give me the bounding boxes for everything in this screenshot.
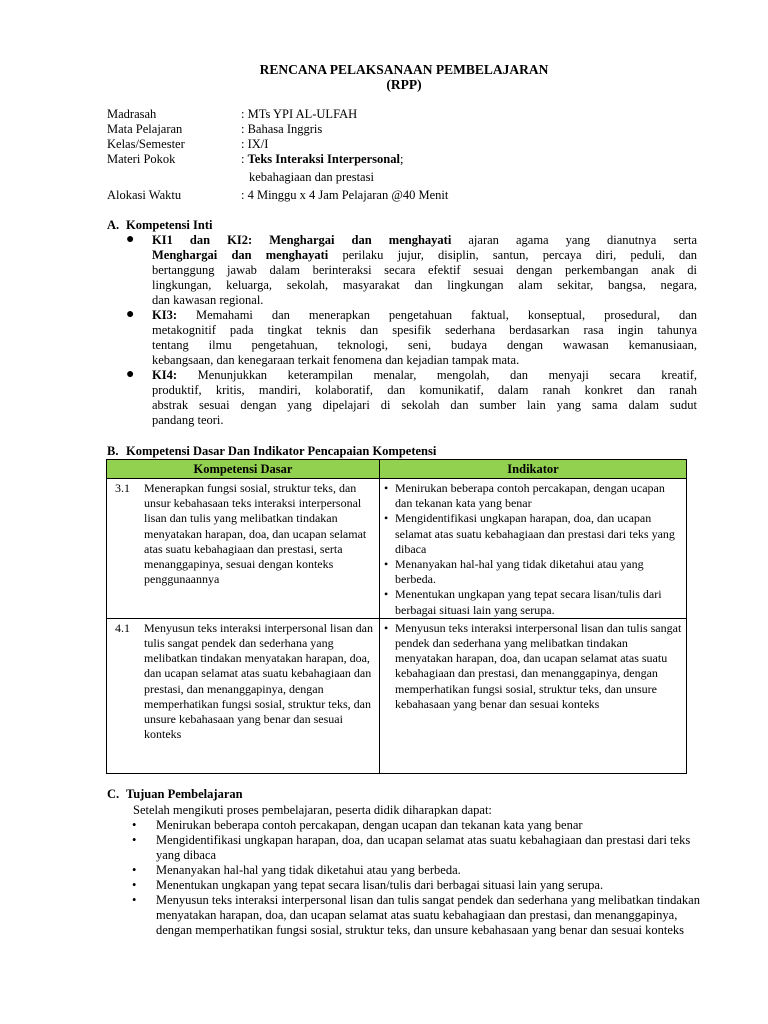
- bullet-icon: •: [132, 818, 137, 832]
- table-row: [107, 618, 687, 773]
- section-letter: B.: [107, 444, 119, 458]
- kd-indicator-table: [106, 459, 687, 774]
- section-c-heading: [107, 787, 243, 802]
- tujuan-text: Menyusun teks interaksi interpersonal lisan dan tulis sangat pendek dan sederhana yang melibatkan tindakan menyatakan harapan, doa, dan ucapan selamat atas suatu kebahagiaan dan prestasi, dan menanggapinya, dengan memperhatikan fungsi sosial, struktur teks, dan unsure kebahasaan yang benar dan sesuai konteks: [156, 893, 700, 937]
- ki-text: Menunjukkan keterampilan menalar, mengolah, dan menyaji secara kreatif,: [197, 368, 697, 382]
- ki-line: lingkungan, keluarga, sekolah, masyarakat dan lingkungan alam sekitar, bangsa, negara,: [152, 278, 697, 292]
- ki-text: Memahami dan menerapkan pengetahuan faktual, konseptual, prosedural, dan: [195, 308, 697, 322]
- identity-value: : IX/I: [241, 137, 269, 151]
- kd-text: Menerapkan fungsi sosial, struktur teks, dan unsur kebahasaan teks interaksi interpersonal lisan dan tulis yang melibatkan tindakan menyatakan harapan, doa, dan ucapan selamat atas suatu kebahagiaan dan prestasi, serta menanggapinya, sesuai dengan konteks penggunaannya: [144, 481, 367, 587]
- kd-cell: [107, 618, 380, 773]
- ki-label: KI3:: [152, 308, 177, 322]
- identity-label: Kelas/Semester: [107, 137, 185, 151]
- section-letter: C.: [107, 787, 120, 801]
- title-line-2: (RPP): [386, 77, 422, 92]
- ki-line: bertanggung jawab dalam berinteraksi secara efektif sesuai dengan perkembangan anak di: [152, 263, 697, 277]
- header-kompetensi-dasar: Kompetensi Dasar: [107, 460, 380, 479]
- ki-bold: Menghargai dan menghayati: [269, 233, 452, 247]
- ki-line: [152, 368, 697, 383]
- section-title: Kompetensi Dasar Dan Indikator Pencapaian Kompetensi: [126, 444, 437, 458]
- tujuan-text: Menentukan ungkapan yang tepat secara lisan/tulis dari berbagai situasi lain yang serupa.: [156, 878, 604, 892]
- tujuan-text: Menanyakan hal-hal yang tidak diketahui atau yang berbeda.: [156, 863, 461, 877]
- ki-line: kebangsaan, dan kenegaraan terkait fenomena dan kejadian tampak mata.: [152, 353, 520, 367]
- bullet-icon: ●: [126, 307, 135, 322]
- identity-label: Madrasah: [107, 107, 157, 121]
- title-line-1: RENCANA PELAKSANAAN PEMBELAJARAN: [259, 62, 549, 77]
- list-item: • Menyusun teks interaksi interpersonal lisan dan tulis sangat pendek dan sederhana yang melibatkan tindakan menyatakan harapan, doa, dan ucapan selamat atas suatu kebahagiaan dan prestasi, dan menanggapinya, dengan memperhatikan fungsi sosial, struktur teks, dan unsure kebahasaan yang benar dan sesuai konteks: [382, 621, 684, 712]
- indicator-list: [382, 621, 684, 712]
- ki-line: tentang ilmu pengetahuan, teknologi, seni, budaya dengan wawasan kemanusiaan,: [152, 338, 697, 352]
- kd-text: Menyusun teks interaksi interpersonal lisan dan tulis sangat pendek dan sederhana yang melibatkan tindakan menyatakan harapan, doa, dan ucapan selamat atas suatu kebahagiaan dan prestasi, dan menanggapinya, dengan memperhatikan fungsi sosial, struktur teks, dan unsure kebahasaan yang benar dan sesuai konteks: [144, 620, 373, 742]
- identity-label: Alokasi Waktu: [107, 188, 182, 202]
- ki1-ki2-paragraph: [152, 233, 697, 308]
- ki3-paragraph: [152, 308, 697, 368]
- identity-value: kebahagiaan dan prestasi: [249, 170, 374, 184]
- bullet-icon: •: [132, 878, 137, 892]
- ki-line: pandang teori.: [152, 413, 224, 427]
- section-title: Kompetensi Inti: [126, 218, 213, 232]
- ki-line: [152, 233, 697, 248]
- bullet-icon: ●: [126, 232, 135, 247]
- indicator-list: [382, 481, 684, 618]
- table-header-row: [107, 460, 687, 479]
- identity-value: : 4 Minggu x 4 Jam Pelajaran @40 Menit: [241, 188, 449, 202]
- tujuan-text: Menirukan beberapa contoh percakapan, dengan ucapan dan tekanan kata yang benar: [156, 818, 583, 832]
- ki-text: perilaku jujur, disiplin, santun, percaya diri, peduli, dan: [342, 248, 697, 262]
- list-item: • Menentukan ungkapan yang tepat secara lisan/tulis dari berbagai situasi lain yang serupa.: [382, 587, 684, 617]
- bullet-icon: •: [132, 833, 137, 847]
- ki-line: produktif, kritis, mandiri, kolaboratif, dan komunikatif, dalam ranah konkret dan ranah: [152, 383, 697, 397]
- ki-label: KI1 dan KI2:: [152, 233, 253, 247]
- document-title: [0, 62, 768, 92]
- header-indikator: Indikator: [380, 460, 687, 479]
- indicator-cell: [380, 618, 687, 773]
- table-row: [107, 479, 687, 619]
- ki4-paragraph: [152, 368, 697, 428]
- tujuan-intro: Setelah mengikuti proses pembelajaran, peserta didik diharapkan dapat:: [133, 803, 492, 817]
- bullet-icon: •: [132, 893, 137, 907]
- ki-label: KI4:: [152, 368, 177, 382]
- section-title: Tujuan Pembelajaran: [126, 787, 243, 801]
- list-item: • Mengidentifikasi ungkapan harapan, doa, dan ucapan selamat atas suatu kebahagiaan dan prestasi dari teks yang dibaca: [382, 511, 684, 557]
- value-prefix: :: [241, 152, 248, 166]
- ki-line: metakognitif pada tingkat teknis dan spesifik sederhana berdasarkan rasa ingin tahunya: [152, 323, 697, 337]
- kd-number: 4.1: [115, 620, 130, 635]
- ki-line: dan kawasan regional.: [152, 293, 264, 307]
- identity-label: Materi Pokok: [107, 152, 176, 166]
- section-letter: A.: [107, 218, 120, 232]
- list-item: • Menirukan beberapa contoh percakapan, dengan ucapan dan tekanan kata yang benar: [382, 481, 684, 511]
- identity-value: [241, 152, 403, 167]
- bullet-icon: ●: [126, 367, 135, 382]
- value-suffix: ;: [399, 152, 404, 166]
- identity-value: : Bahasa Inggris: [241, 122, 323, 136]
- bullet-icon: •: [132, 863, 137, 877]
- indicator-cell: [380, 479, 687, 619]
- ki-bold: Menghargai dan menghayati: [152, 248, 329, 262]
- kd-number: 3.1: [115, 481, 130, 495]
- ki-line: abstrak sesuai dengan yang dipelajari di sekolah dan sumber lain yang sama dalam sudut: [152, 398, 697, 412]
- ki-line: [152, 308, 697, 323]
- kd-cell: [107, 479, 380, 619]
- ki-text: ajaran agama yang dianutnya serta: [468, 233, 697, 247]
- list-item: • Menanyakan hal-hal yang tidak diketahui atau yang berbeda.: [382, 557, 684, 587]
- value-bold: Teks Interaksi Interpersonal: [247, 152, 400, 166]
- identity-value: : MTs YPI AL-ULFAH: [241, 107, 358, 121]
- tujuan-text: Mengidentifikasi ungkapan harapan, doa, dan ucapan selamat atas suatu kebahagiaan dan prestasi dari teks yang dibaca: [156, 833, 691, 862]
- ki-line: [152, 248, 697, 263]
- section-a-heading: [107, 218, 212, 233]
- section-b-heading: [107, 444, 436, 459]
- identity-label: Mata Pelajaran: [107, 122, 183, 136]
